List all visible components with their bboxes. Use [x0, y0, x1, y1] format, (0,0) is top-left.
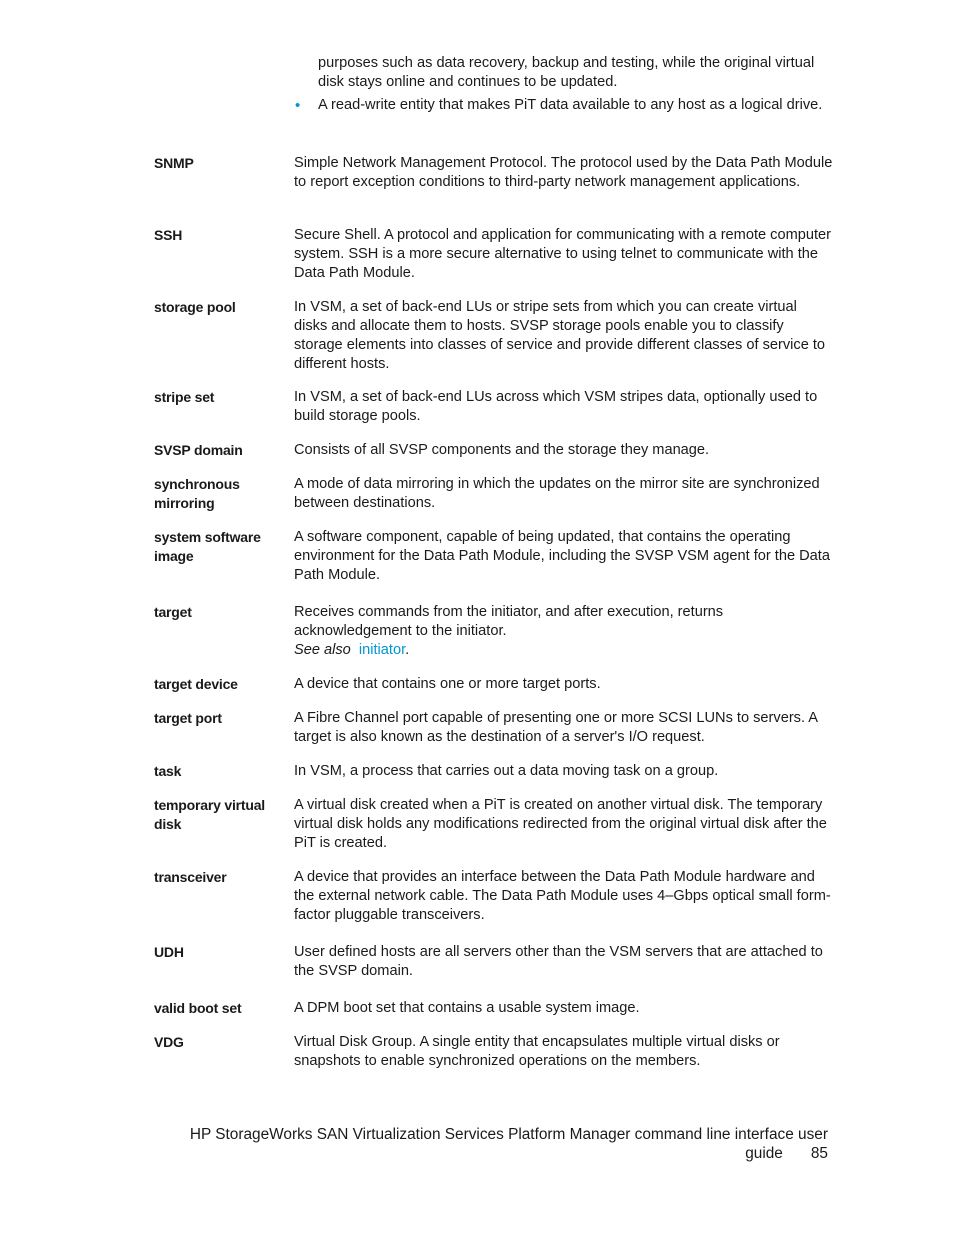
glossary-definition: A DPM boot set that contains a usable system image. [294, 1000, 640, 1016]
glossary-term: valid boot set [154, 1000, 242, 1016]
glossary-term: stripe set [154, 389, 215, 405]
glossary-term: target [154, 604, 192, 620]
glossary-continuation: purposes such as data recovery, backup and testing, while the original virtual disk stays online and continues to be updated. [318, 55, 815, 90]
footer-document-title: HP StorageWorks SAN Virtualization Services Platform Manager command line interface user [189, 1126, 828, 1143]
glossary-definition: User defined hosts are all servers other than the VSM servers that are attached to the SVSP domain. [294, 944, 823, 979]
glossary-definition [294, 603, 834, 660]
glossary-definition: A device that provides an interface between the Data Path Module hardware and the external network cable. The Data Path Module uses 4–Gbps optical small form-factor pluggable transceivers. [294, 869, 831, 923]
glossary-term: task [154, 763, 182, 779]
glossary-definition: Consists of all SVSP components and the storage they manage. [294, 442, 710, 458]
glossary-definition-text: Receives commands from the initiator, and after execution, returns acknowledgement to the initiator. [294, 604, 724, 639]
glossary-term: synchronous mirroring [154, 476, 240, 511]
glossary-definition: A Fibre Channel port capable of presenting one or more SCSI LUNs to servers. A target is also known as the destination of a server's I/O request. [294, 710, 818, 745]
glossary-definition: In VSM, a set of back-end LUs or stripe sets from which you can create virtual disks and allocate them to hosts. SVSP storage pools enable you to classify storage elements into classes of service and provide different classes of service to different hosts. [294, 299, 826, 372]
glossary-bullet-item: A read-write entity that makes PiT data available to any host as a logical drive. [318, 97, 823, 113]
glossary-definition: A software component, capable of being updated, that contains the operating environment for the Data Path Module, including the SVSP VSM agent for the Data Path Module. [294, 529, 830, 583]
glossary-term: UDH [154, 944, 184, 960]
see-also-line [294, 641, 834, 660]
footer-document-title-end: guide [745, 1145, 783, 1162]
glossary-term: temporary virtual disk [154, 797, 265, 832]
see-also-label: See also [294, 642, 351, 658]
glossary-definition: In VSM, a process that carries out a data moving task on a group. [294, 763, 719, 779]
glossary-term: SSH [154, 227, 183, 243]
see-also-period: . [405, 642, 410, 658]
glossary-definition: In VSM, a set of back-end LUs across which VSM stripes data, optionally used to build storage pools. [294, 389, 818, 424]
glossary-term: storage pool [154, 299, 236, 315]
footer-second-line [745, 1144, 828, 1164]
glossary-term: target port [154, 710, 222, 726]
glossary-definition: Virtual Disk Group. A single entity that encapsulates multiple virtual disks or snapshots to enable synchronized operations on the members. [294, 1034, 780, 1069]
bullet-icon: • [295, 97, 301, 114]
glossary-term: SVSP domain [154, 442, 243, 458]
glossary-term: target device [154, 676, 238, 692]
glossary-term: SNMP [154, 155, 194, 171]
page-number: 85 [810, 1145, 828, 1162]
glossary-definition: A device that contains one or more target ports. [294, 676, 601, 692]
glossary-definition: Simple Network Management Protocol. The protocol used by the Data Path Module to report exception conditions to third-party network management applications. [294, 155, 833, 190]
see-also-link-initiator[interactable]: initiator [358, 642, 406, 658]
glossary-term: VDG [154, 1034, 184, 1050]
glossary-definition: A mode of data mirroring in which the updates on the mirror site are synchronized between destinations. [294, 476, 820, 511]
glossary-definition: Secure Shell. A protocol and application for communicating with a remote computer system. SSH is a more secure alternative to using telnet to communicate with the Data Path Module. [294, 227, 832, 281]
glossary-definition: A virtual disk created when a PiT is created on another virtual disk. The temporary virtual disk holds any modifications redirected from the original virtual disk after the PiT is created. [294, 797, 827, 851]
glossary-term: transceiver [154, 869, 227, 885]
glossary-term: system software image [154, 529, 261, 564]
